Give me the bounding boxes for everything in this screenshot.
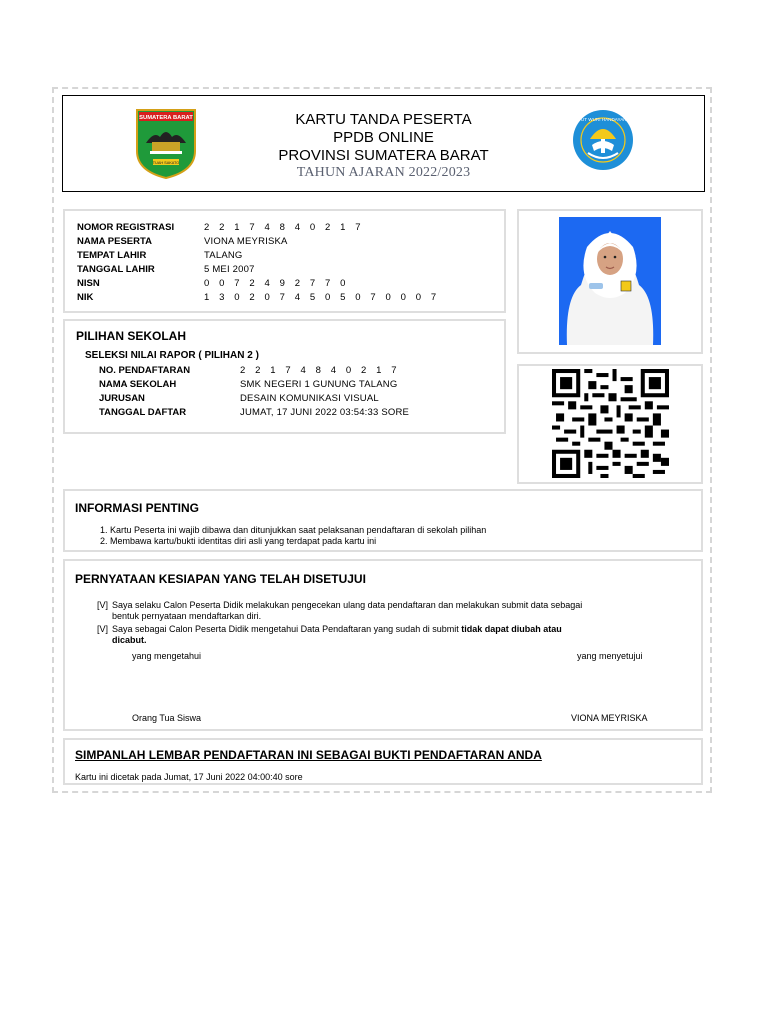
label-nama-sekolah: NAMA SEKOLAH xyxy=(99,379,177,390)
value-nik: 1 3 0 2 0 7 4 5 0 5 0 7 0 0 0 7 xyxy=(204,292,440,303)
pernyataan-item2-mark: [V] xyxy=(97,624,109,634)
pernyataan-item2-line2: dicabut. xyxy=(112,635,147,645)
pernyataan-box xyxy=(63,559,703,731)
value-nisn: 0 0 7 2 4 9 2 7 7 0 xyxy=(204,278,349,289)
right-logo-text: TUT WURI HANDAYANI xyxy=(578,117,628,122)
card-header xyxy=(62,95,705,192)
pilihan-sekolah-box xyxy=(63,319,506,434)
pilihan-sekolah-title: PILIHAN SEKOLAH xyxy=(76,329,187,343)
label-tanggal-daftar: TANGGAL DAFTAR xyxy=(99,407,187,418)
label-tanggal-lahir: TANGGAL LAHIR xyxy=(77,264,155,275)
pernyataan-item1-line2: bentuk pernyataan mendaftarkan diri. xyxy=(112,611,262,621)
pernyataan-item1-mark: [V] xyxy=(97,600,109,610)
label-nomor-registrasi: NOMOR REGISTRASI xyxy=(77,222,175,233)
value-tanggal-daftar: JUMAT, 17 JUNI 2022 03:54:33 SORE xyxy=(240,407,410,418)
info-item-1: 1. Kartu Peserta ini wajib dibawa dan ditunjukkan saat pelaksanan pendaftaran di sekolah pilihan xyxy=(100,525,487,535)
label-no-pendaftaran: NO. PENDAFTARAN xyxy=(99,365,191,376)
sign-left-top: yang mengetahui xyxy=(132,651,202,661)
informasi-penting-box xyxy=(63,489,703,552)
pernyataan-item1-line1: Saya selaku Calon Peserta Didik melakukan pengecekan ulang data pendaftaran dan melakukan submit data sebagai xyxy=(112,600,583,610)
tut-wuri-handayani-logo-icon xyxy=(572,109,634,171)
pernyataan-title: PERNYATAAN KESIAPAN YANG TELAH DISETUJUI xyxy=(75,572,366,586)
label-nisn: NISN xyxy=(77,278,100,289)
footer-title: SIMPANLAH LEMBAR PENDAFTARAN INI SEBAGAI BUKTI PENDAFTARAN ANDA xyxy=(75,748,542,762)
pernyataan-item2-text: Saya sebagai Calon Peserta Didik mengetahui Data Pendaftaran yang sudah di submit xyxy=(112,624,462,634)
sign-right-top: yang menyetujui xyxy=(577,651,643,661)
value-jurusan: DESAIN KOMUNIKASI VISUAL xyxy=(240,393,379,404)
left-logo-text-top: SUMATERA BARAT xyxy=(139,115,193,121)
sign-left-name: Orang Tua Siswa xyxy=(132,713,202,723)
value-tanggal-lahir: 5 MEI 2007 xyxy=(204,264,255,275)
label-tempat-lahir: TEMPAT LAHIR xyxy=(77,250,147,261)
left-logo-text-bottom: TUAH SAKATO xyxy=(152,161,180,165)
qr-code-icon xyxy=(552,369,669,478)
value-tempat-lahir: TALANG xyxy=(204,250,243,261)
value-no-pendaftaran: 2 2 1 7 4 8 4 0 2 1 7 xyxy=(240,365,401,376)
pernyataan-item2-bold: tidak dapat diubah atau xyxy=(461,624,562,634)
footer-printed-date: Kartu ini dicetak pada Jumat, 17 Juni 2022 04:00:40 sore xyxy=(75,772,303,782)
label-jurusan: JURUSAN xyxy=(99,393,145,404)
pernyataan-item2-line1 xyxy=(112,624,562,635)
header-title-line3: PROVINSI SUMATERA BARAT xyxy=(278,147,489,164)
value-nomor-registrasi: 2 2 1 7 4 8 4 0 2 1 7 xyxy=(204,222,365,233)
label-nama-peserta: NAMA PESERTA xyxy=(77,236,152,247)
value-nama-peserta: VIONA MEYRISKA xyxy=(204,236,288,247)
student-photo xyxy=(559,217,661,345)
peserta-data-box xyxy=(63,209,506,313)
value-nama-sekolah: SMK NEGERI 1 GUNUNG TALANG xyxy=(240,379,398,390)
informasi-penting-title: INFORMASI PENTING xyxy=(75,501,200,515)
info-item-2: 2. Membawa kartu/bukti identitas diri asli yang terdapat pada kartu ini xyxy=(100,536,377,546)
header-title-line2: PPDB ONLINE xyxy=(333,129,434,146)
footer-box xyxy=(63,738,703,785)
header-year: TAHUN AJARAN 2022/2023 xyxy=(296,165,471,180)
header-title-line1: KARTU TANDA PESERTA xyxy=(295,111,472,128)
label-nik: NIK xyxy=(77,292,94,303)
sign-right-name: VIONA MEYRISKA xyxy=(571,713,648,723)
pilihan-subtitle: SELEKSI NILAI RAPOR ( PILIHAN 2 ) xyxy=(85,350,259,361)
